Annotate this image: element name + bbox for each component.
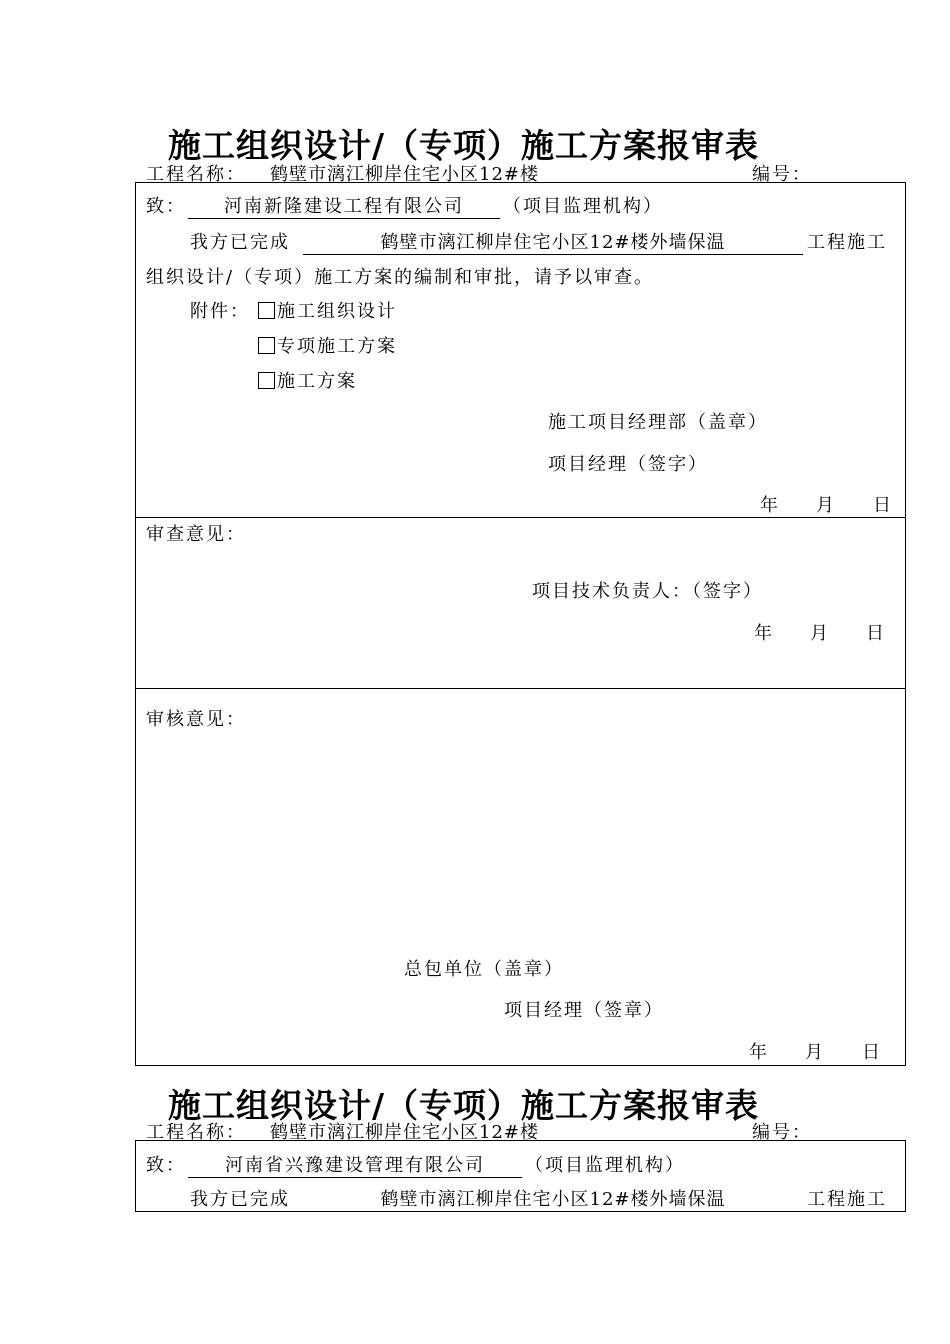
row-divider: [135, 688, 906, 689]
project-name-label: 工程名称：: [146, 1122, 246, 1143]
supervision-org-suffix: （项目监理机构）: [503, 196, 663, 217]
number-label: 编号：: [752, 164, 812, 185]
form-title: 施工组织设计/（专项）施工方案报审表: [168, 1086, 760, 1125]
supervision-org-field[interactable]: 河南省兴豫建设管理有限公司: [188, 1151, 522, 1178]
pm-sign-label: 项目经理（签字）: [548, 454, 708, 475]
project-name-value: 鹤壁市漓江柳岸住宅小区12#楼: [270, 1122, 539, 1143]
project-name-value: 鹤壁市漓江柳岸住宅小区12#楼: [270, 164, 539, 185]
review-opinion-label: 审查意见：: [146, 524, 246, 545]
attachment-option-org-design[interactable]: 施工组织设计: [258, 297, 397, 323]
to-label: 致：: [146, 196, 186, 217]
attachment-option-special-plan[interactable]: 专项施工方案: [258, 332, 397, 358]
audit-opinion-label: 审核意见：: [146, 709, 246, 730]
to-label: 致：: [146, 1155, 186, 1176]
date-day: 日: [862, 1042, 882, 1063]
checkbox-icon[interactable]: [258, 337, 275, 354]
gc-seal-label: 总包单位（盖章）: [404, 959, 564, 980]
form-table: [135, 182, 906, 1066]
tech-lead-sign-label: 项目技术负责人：（签字）: [532, 581, 763, 602]
completed-line2: 组织设计/（专项）施工方案的编制和审批，请予以审查。: [146, 267, 655, 288]
checkbox-icon[interactable]: [258, 372, 275, 389]
number-label: 编号：: [752, 1122, 812, 1143]
date-month: 月: [810, 623, 830, 644]
checkbox-icon[interactable]: [258, 302, 275, 319]
form-title: 施工组织设计/（专项）施工方案报审表: [168, 126, 760, 165]
supervision-org-field[interactable]: 河南新隆建设工程有限公司: [188, 192, 500, 219]
supervision-org-suffix: （项目监理机构）: [525, 1155, 685, 1176]
attachment-label: 附件：: [190, 301, 250, 322]
completed-project-field[interactable]: 鹤壁市漓江柳岸住宅小区12#楼外墙保温: [303, 228, 803, 255]
date-month: 月: [816, 495, 836, 516]
date-day: 日: [866, 623, 886, 644]
completed-prefix: 我方已完成: [190, 1189, 290, 1210]
date-day: 日: [873, 495, 893, 516]
date-year: 年: [749, 1042, 769, 1063]
date-month: 月: [805, 1042, 825, 1063]
pm-seal-label: 项目经理（签章）: [504, 1000, 664, 1021]
date-year: 年: [754, 623, 774, 644]
completed-prefix: 我方已完成: [190, 232, 290, 253]
row-divider: [135, 517, 906, 518]
completed-suffix: 工程施工: [807, 1189, 887, 1210]
dept-seal-label: 施工项目经理部（盖章）: [548, 412, 768, 433]
attachment-option-plan[interactable]: 施工方案: [258, 367, 357, 393]
completed-suffix: 工程施工: [807, 232, 887, 253]
completed-project-field[interactable]: 鹤壁市漓江柳岸住宅小区12#楼外墙保温: [303, 1185, 803, 1212]
project-name-label: 工程名称：: [146, 164, 246, 185]
date-year: 年: [760, 495, 780, 516]
